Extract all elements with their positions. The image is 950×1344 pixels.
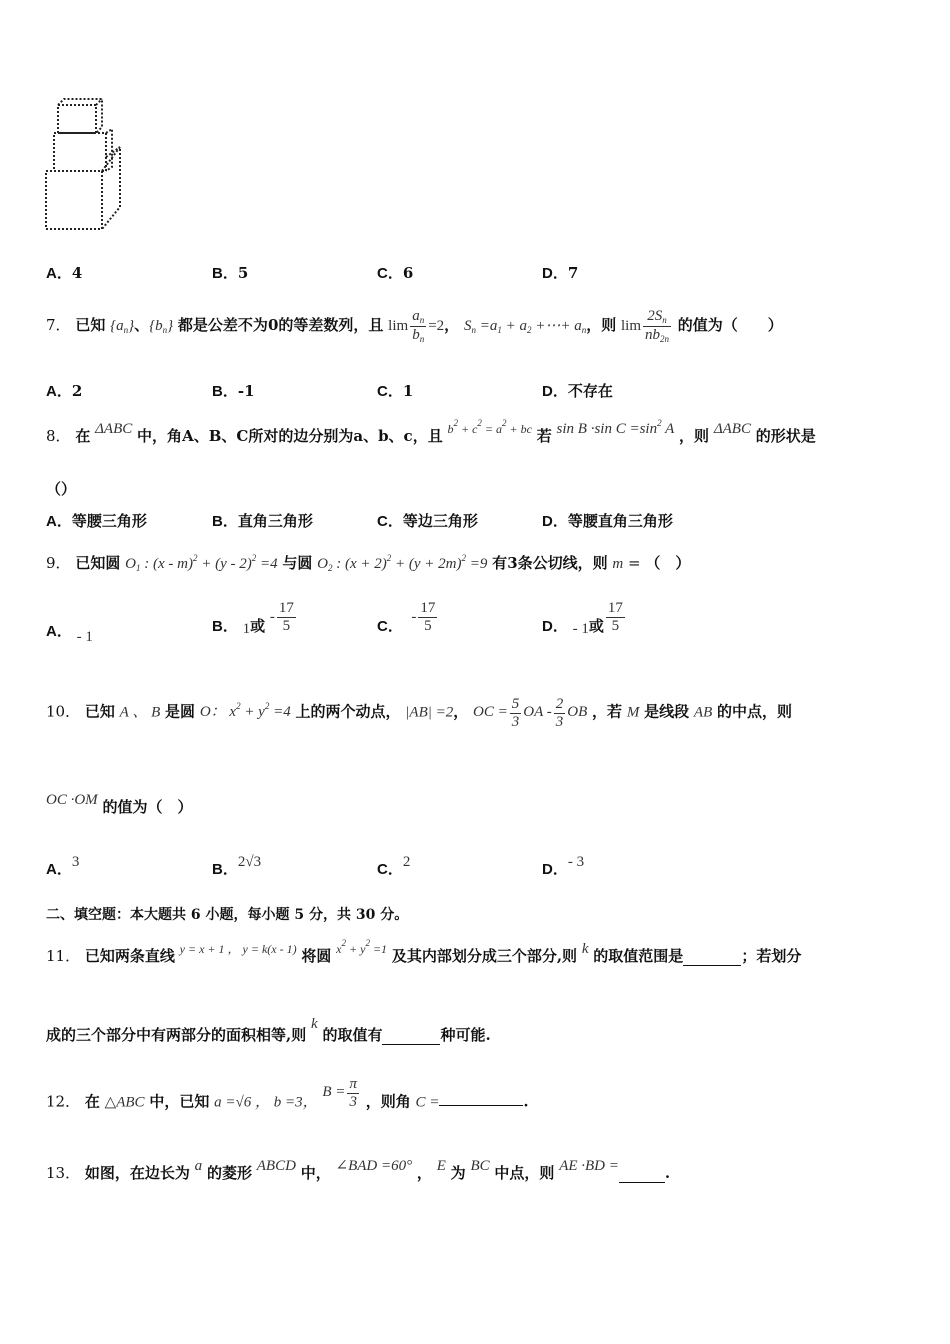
q10-option-b-label: B．	[212, 861, 238, 878]
q9-option-b: B． 1或 - $\frac{17}{5}$	[212, 600, 294, 637]
q9-option-a	[46, 620, 93, 646]
q10-text-2: 是圆	[165, 702, 196, 721]
q10-circle: O： $x^2 + y^2 =4$	[199, 701, 291, 721]
q12-c: C =	[415, 1094, 440, 1111]
q12-text-3: ，则角	[365, 1092, 411, 1111]
q12-number: 12．	[46, 1092, 81, 1111]
q10-option-d	[542, 852, 584, 879]
q7-seq-b: $\{b_n\}$	[149, 317, 174, 335]
q6-option-d-label: D．	[542, 265, 568, 282]
q11-lines: y = x + 1 ， y = k(x - 1)	[179, 942, 297, 956]
q7-option-b-label: B．	[212, 383, 238, 400]
q8-option-c	[377, 510, 478, 531]
q13-text-5: 为	[450, 1164, 466, 1182]
q8-number: 8．	[46, 427, 71, 445]
q9-number: 9．	[46, 554, 71, 572]
q12-text-1: 在	[84, 1092, 100, 1111]
q12-end: .	[523, 1092, 529, 1111]
q13-text-6: 中点，则	[494, 1164, 555, 1182]
q10-text-4: ，	[453, 702, 469, 721]
q11-text-2: 将圆	[301, 947, 332, 965]
q6-option-c-value: 6	[402, 264, 414, 282]
q7-option-c-value: 1	[402, 382, 414, 400]
q6-option-c	[377, 262, 413, 283]
q10-option-d-value: - 3	[567, 854, 585, 870]
q8-option-b-value: 直角三角形	[237, 512, 313, 530]
q6-option-a-label: A．	[46, 265, 72, 282]
q7-seq-a: $\{a_n\}$	[110, 317, 135, 335]
q8-option-d	[542, 510, 673, 531]
q9-option-d: D． - 1或 $\frac{17}{5}$	[542, 600, 623, 637]
q7-option-c-label: C．	[377, 383, 403, 400]
q9-option-b-den: 5	[282, 617, 291, 634]
q11-k-2: k	[311, 1016, 318, 1032]
q8-text-7: 的形状是	[755, 427, 816, 445]
q12-text-2: 中，已知	[149, 1092, 210, 1111]
q6-option-b-value: 5	[237, 264, 249, 282]
q6-option-c-label: C．	[377, 265, 403, 282]
q10-option-b-value: 2√3	[237, 854, 262, 870]
q13-text-1: 如图，在边长为	[84, 1164, 190, 1182]
q11-k: k	[581, 941, 589, 957]
q13-end: .	[664, 1164, 671, 1182]
q9-text-3: 有	[492, 554, 508, 572]
q12-angle-b: B = $\frac{\pi}{3}$	[322, 1076, 357, 1110]
q8-option-b-label: B．	[212, 513, 238, 530]
q13-number: 13．	[46, 1164, 81, 1182]
q8-option-c-label: C．	[377, 513, 403, 530]
question-7: 7． 已知 $\{a_n\}$、$\{b_n\}$ 都是公差不为0的等差数列，且 lim $\frac{a_n}{b_n}$ =2， $S_n =a_1 + a_2$ +⋯+ $a_n$，则 lim $\frac{2S_n}{nb_{2n}}$ 的值为（ ）	[46, 308, 783, 344]
q10-option-a-value: 3	[71, 854, 80, 870]
q7-option-d-label: D．	[542, 383, 568, 400]
question-11	[46, 938, 801, 966]
middle-cube-front	[54, 133, 106, 171]
q13-blank[interactable]	[619, 1182, 665, 1183]
q7-text-4: ，则	[586, 315, 617, 334]
q9-text-1: 已知圆	[75, 554, 121, 572]
q8-text-6: ，则	[679, 427, 710, 445]
q11-text-6: 成的三个部分中有两部分的面积相等,则	[46, 1026, 307, 1044]
q8-triangle: ΔABC	[95, 421, 133, 437]
q8-triangle-2: ΔABC	[713, 421, 751, 437]
bottom-cube-front	[46, 171, 102, 229]
q7-option-a	[46, 380, 82, 401]
q13-text-2: 的菱形	[206, 1164, 252, 1182]
q7-option-d-value: 不存在	[567, 382, 613, 400]
question-13	[46, 1156, 670, 1183]
q11-text-5: ；若划分	[741, 947, 802, 965]
q13-text-3: 中，	[300, 1164, 331, 1182]
q9-option-b-label: B．	[212, 618, 238, 635]
q10-option-c-label: C．	[377, 861, 403, 878]
q8-sides: a、b、c	[353, 427, 413, 445]
q9-option-d-num: 17	[607, 600, 623, 616]
q9-option-b-or: 或	[250, 617, 266, 635]
q7-option-a-value: 2	[71, 382, 83, 400]
q10-text-6: 是线段	[644, 702, 690, 721]
question-10	[46, 696, 792, 730]
stacked-cubes-figure	[40, 95, 130, 235]
q9-option-a-label: A．	[46, 623, 72, 640]
q10-points: A 、 B	[119, 704, 161, 721]
q10-option-a-label: A．	[46, 861, 72, 878]
q7-text-1: 已知	[75, 315, 106, 334]
q11-text-3: 及其内部划分成三个部分,则	[391, 947, 578, 965]
q7-text-3: 的等差数列，且	[278, 315, 384, 334]
q9-option-b-num: 17	[278, 600, 294, 616]
q6-option-b-label: B．	[212, 265, 238, 282]
q11-text-8: 种可能.	[440, 1026, 491, 1044]
q6-option-d	[542, 262, 578, 283]
q8-option-d-value: 等腰直角三角形	[567, 512, 673, 530]
q9-text-2: 与圆	[282, 554, 313, 572]
q8-paren: （）	[46, 480, 77, 498]
q8-side-relation: b2 + c2 = a2 + bc	[447, 418, 532, 436]
q10-ab: AB	[693, 704, 713, 721]
question-9: 9． 已知圆 $O_1$ : (x - m)$^2$ + (y - 2)$^2$ =4 与圆 $O_2$ : $(x + 2)^2 + (y + 2m)^2 =9$ 有3条公切线，则 m = （ ）	[46, 553, 691, 573]
q11-number: 11．	[46, 947, 81, 965]
q7-zero: 0	[267, 315, 279, 334]
q13-text-4: ，	[416, 1164, 432, 1182]
q10-m: M	[626, 704, 640, 721]
q8-option-c-value: 等边三角形	[402, 512, 478, 530]
q10-option-d-label: D．	[542, 861, 568, 878]
q10-number: 10．	[46, 702, 81, 721]
q9-option-c: C． - $\frac{17}{5}$	[377, 600, 436, 635]
q8-text-5: 若	[536, 427, 552, 445]
q7-option-c	[377, 380, 413, 401]
q7-option-b-value: -1	[237, 382, 255, 400]
q10-option-c-value: 2	[402, 854, 411, 870]
q10-text-8: 的值为（ ）	[102, 798, 193, 816]
q9-three: 3	[507, 554, 518, 572]
q6-option-b	[212, 262, 248, 283]
q11-blank-2[interactable]	[382, 1044, 440, 1045]
question-8	[46, 418, 816, 446]
q10-option-a	[46, 852, 79, 879]
q8-option-a	[46, 510, 147, 531]
q8-text-4: ，且	[412, 427, 443, 445]
q10-option-b	[212, 852, 261, 879]
q8-text-1: 在	[75, 427, 91, 445]
q9-m: m	[612, 556, 624, 572]
q11-text-7: 的取值有	[322, 1026, 383, 1044]
q7-option-a-label: A．	[46, 383, 72, 400]
q11-line-2	[46, 1016, 491, 1045]
q12-triangle: △ABC	[104, 1094, 145, 1111]
q8-text-2: 中，角	[137, 427, 183, 445]
q6-option-d-value: 7	[567, 264, 579, 282]
q6-option-a	[46, 262, 82, 283]
q9-text-4: 条公切线，则	[517, 554, 608, 572]
q10-text-7: 的中点，则	[717, 702, 793, 721]
q9-option-d-or: 或	[588, 617, 604, 635]
q11-circle: x2 + y2 =1	[336, 938, 388, 956]
q8-option-a-label: A．	[46, 513, 72, 530]
q8-sine-relation: sin B ·sin $C =\sin^2$ A	[556, 418, 675, 437]
q8-angles: A、B、C	[182, 427, 249, 445]
q9-option-c-num: 17	[420, 600, 436, 616]
q6-option-a-value: 4	[71, 264, 83, 282]
q11-blank-1[interactable]	[683, 965, 741, 966]
q12-blank[interactable]	[439, 1105, 523, 1106]
q9-option-c-label: C．	[377, 618, 403, 635]
q13-bc: BC	[470, 1158, 490, 1174]
q7-text-5: 的值为（ ）	[677, 315, 783, 334]
q7-option-d	[542, 380, 613, 401]
q10-ab-length: |AB| =2	[405, 704, 454, 721]
q9-option-d-label: D．	[542, 618, 568, 635]
q7-text-2: 都是公差不为	[177, 315, 268, 334]
q13-angle: ∠BAD =60°	[335, 1158, 413, 1174]
q10-oc-vector: OC = $\frac{5}{3}$ OA - $\frac{2}{3}$ OB	[473, 696, 588, 730]
q7-limit-condition: lim $\frac{a_n}{b_n}$ =2	[388, 308, 445, 344]
q8-option-d-label: D．	[542, 513, 568, 530]
q9-circle-1: $O_1$ : (x - m)$^2$ + (y - 2)$^2$ =4	[125, 553, 278, 573]
q7-limit-target: lim $\frac{2S_n}{nb_{2n}}$	[621, 308, 670, 344]
q8-option-b	[212, 510, 313, 531]
q13-rhombus: ABCD	[256, 1158, 296, 1174]
q12-given: a =√6 ， b =3，	[214, 1094, 318, 1111]
q9-option-d-den: 5	[611, 617, 620, 634]
top-cube-front	[58, 105, 96, 133]
q13-e: E	[436, 1158, 446, 1174]
q9-text-5: （ ）	[645, 554, 691, 572]
q8-text-3: 所对的边分别为	[248, 427, 354, 445]
q10-option-c	[377, 852, 410, 879]
question-12	[46, 1076, 529, 1111]
q11-text-1: 已知两条直线	[84, 947, 175, 965]
q10-line-2	[46, 792, 192, 817]
q7-option-b	[212, 380, 255, 401]
section-2-heading: 二、填空题：本大题共 6 小题，每小题 5 分，共 30 分。	[46, 907, 409, 923]
q13-dot-product: AE ·BD =	[559, 1158, 619, 1174]
q9-circle-2: $O_2$ : $(x + 2)^2 + (y + 2m)^2 =9$	[317, 553, 488, 573]
q9-option-c-den: 5	[424, 617, 432, 634]
q7-number: 7．	[46, 315, 71, 334]
q10-dot-product: OC ·OM	[46, 792, 98, 808]
q7-sum-def: $S_n =a_1 + a_2$ +⋯+ $a_n$	[463, 317, 587, 335]
q8-option-a-value: 等腰三角形	[71, 512, 147, 530]
q10-text-5: ，若	[592, 702, 623, 721]
q10-text-1: 已知	[84, 702, 115, 721]
q10-text-3: 上的两个动点，	[295, 702, 401, 721]
q11-text-4: 的取值范围是	[593, 947, 684, 965]
q9-option-a-value: - 1	[76, 629, 93, 645]
q13-a: a	[194, 1158, 203, 1174]
